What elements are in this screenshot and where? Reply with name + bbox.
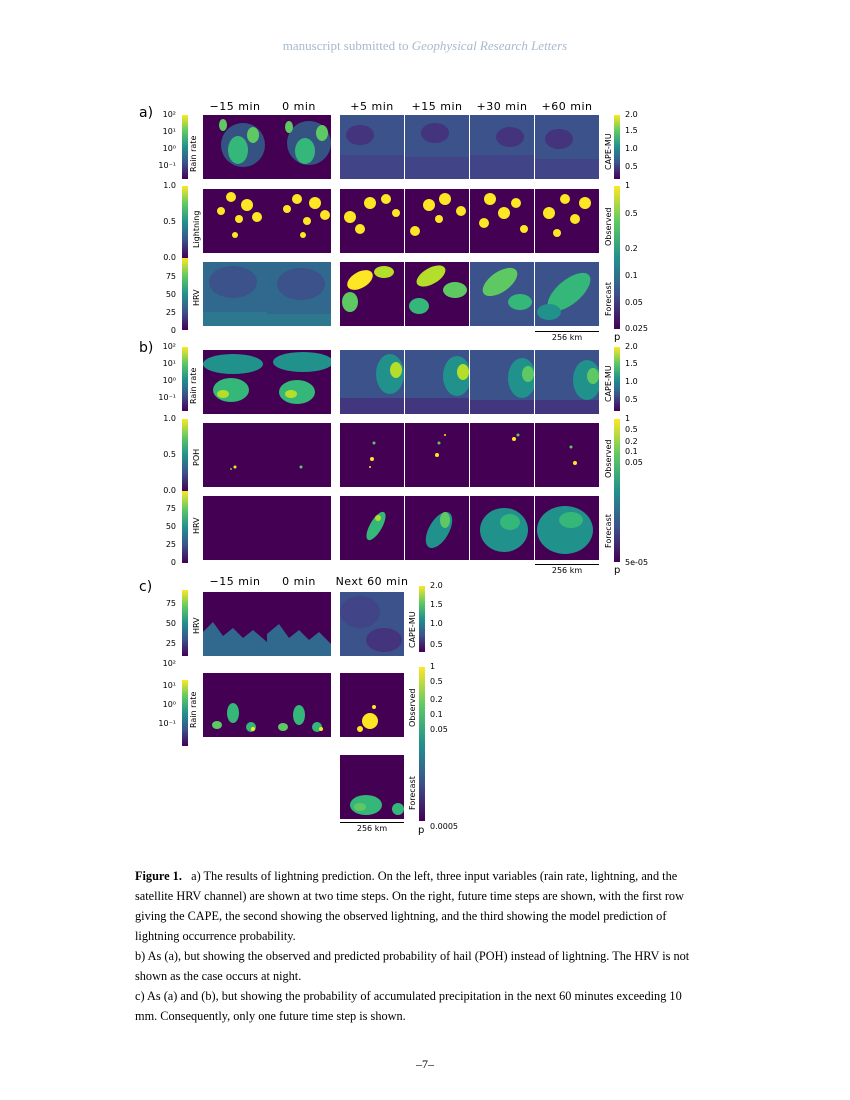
map-a-forecast-f2	[405, 262, 469, 326]
map-b-rain-in2	[267, 350, 331, 414]
map-a-lightning-in2	[267, 189, 331, 253]
colorbar-prob-c	[419, 667, 425, 821]
caption-para-3: c) As (a) and (b), but showing the probability of accumulated precipitation in the next 60 minutes exceeding 10 mm. Consequently, only one future time step is shown.	[135, 989, 682, 1023]
map-b-hrv-in2	[267, 496, 331, 560]
tick-prob-b-4: 0.05	[625, 458, 643, 467]
colorbar-rain-a	[182, 115, 188, 179]
tick-cape-b-3: 0.5	[625, 395, 638, 404]
tick-prob-a-4: 0.05	[625, 298, 643, 307]
tick-prob-c-2: 0.2	[430, 695, 443, 704]
map-a-cape-f3	[470, 115, 534, 179]
time-label-a-in2: 0 min	[282, 100, 316, 113]
right-label-forecast-b: Forecast	[604, 514, 613, 548]
caption-text-1: a) The results of lightning prediction. On the left, three input variables (rain rate, lightning, and the satellite HRV channel) are shown at two time steps. On the right, future time steps are shown, with the first row giving the CAPE, the second showing the observed lightning, and the third showing the model prediction of lightning occurrence probability.	[135, 869, 684, 943]
map-b-forecast-f4	[535, 496, 599, 560]
tick-cape-a-2: 1.0	[625, 144, 638, 153]
map-b-observed-f4	[535, 423, 599, 487]
map-b-rain-in1	[203, 350, 267, 414]
map-c-observed-f1	[340, 673, 404, 737]
tick-lightning-a-0: 1.0	[163, 181, 176, 190]
scale-bar-b	[535, 564, 599, 565]
colorbar-cape-c	[419, 586, 425, 652]
row-label-rain-b: Rain rate	[189, 367, 198, 404]
tick-rain-c-2: 10⁰	[162, 700, 176, 709]
tick-hrv-c-0: 75	[165, 599, 176, 608]
tick-hrv-c-2: 25	[165, 639, 176, 648]
map-a-hrv-in2	[267, 262, 331, 326]
row-label-hrv-b: HRV	[192, 517, 201, 534]
page-number: –7–	[416, 1057, 434, 1071]
map-a-cape-f2	[405, 115, 469, 179]
right-label-forecast-a: Forecast	[604, 282, 613, 316]
map-c-rain-in1	[203, 673, 267, 737]
map-a-lightning-in1	[203, 189, 267, 253]
tick-hrv-a-0: 75	[165, 272, 176, 281]
map-b-observed-f1	[340, 423, 404, 487]
tick-cape-b-0: 2.0	[625, 342, 638, 351]
panel-label-b: b)	[139, 340, 154, 356]
time-label-a-f4: +60 min	[541, 100, 593, 113]
running-header	[0, 38, 850, 54]
map-c-hrv-in2	[267, 592, 331, 656]
map-b-observed-f2	[405, 423, 469, 487]
tick-rain-c-3: 10⁻¹	[158, 719, 176, 728]
prob-label-b: p	[614, 565, 621, 576]
map-b-poh-in1	[203, 423, 267, 487]
tick-prob-b-5: 5e-05	[625, 558, 649, 567]
scale-label-a: 256 km	[551, 333, 583, 342]
map-a-hrv-in1	[203, 262, 267, 326]
map-b-hrv-in1	[203, 496, 267, 560]
map-b-cape-f3	[470, 350, 534, 414]
time-label-c-in2: 0 min	[282, 575, 316, 588]
panel-label-c: c)	[139, 579, 153, 595]
scale-label-b: 256 km	[551, 566, 583, 575]
tick-prob-b-1: 0.5	[625, 425, 638, 434]
tick-rain-a-3: 10⁻¹	[158, 161, 176, 170]
map-b-cape-f4	[535, 350, 599, 414]
map-b-cape-f1	[340, 350, 404, 414]
prob-label-c: p	[418, 825, 425, 836]
panel-label-a: a)	[139, 105, 154, 121]
tick-hrv-c-1: 50	[165, 619, 176, 628]
tick-poh-b-2: 0.0	[163, 486, 176, 495]
time-label-c-f1: Next 60 min	[335, 575, 409, 588]
time-label-a-f2: +15 min	[411, 100, 463, 113]
colorbar-hrv-c	[182, 590, 188, 656]
tick-hrv-b-0: 75	[165, 504, 176, 513]
tick-cape-a-3: 0.5	[625, 162, 638, 171]
tick-cape-a-0: 2.0	[625, 110, 638, 119]
right-label-forecast-c: Forecast	[408, 776, 417, 810]
map-c-cape-f1	[340, 592, 404, 656]
map-a-rain-in1	[203, 115, 267, 179]
tick-poh-b-1: 0.5	[163, 450, 176, 459]
time-label-a-in1: −15 min	[209, 100, 261, 113]
tick-rain-b-3: 10⁻¹	[158, 393, 176, 402]
tick-lightning-a-2: 0.0	[163, 253, 176, 262]
colorbar-hrv-b	[182, 491, 188, 563]
journal-name: Geophysical Research Letters	[411, 38, 568, 53]
tick-rain-a-2: 10⁰	[162, 144, 176, 153]
tick-cape-c-1: 1.5	[430, 600, 443, 609]
scale-bar-c	[340, 822, 404, 823]
time-label-a-f3: +30 min	[476, 100, 528, 113]
colorbar-rain-b	[182, 347, 188, 411]
header-prefix: manuscript submitted to	[282, 38, 409, 53]
colorbar-prob-a	[614, 186, 620, 329]
tick-poh-b-0: 1.0	[163, 414, 176, 423]
map-b-forecast-f1	[340, 496, 404, 560]
time-label-c-in1: −15 min	[209, 575, 261, 588]
tick-rain-c-1: 10¹	[162, 681, 176, 690]
colorbar-prob-b	[614, 419, 620, 562]
right-label-observed-b: Observed	[604, 439, 613, 478]
prob-label-a: p	[614, 332, 621, 343]
tick-cape-c-2: 1.0	[430, 619, 443, 628]
map-b-forecast-f2	[405, 496, 469, 560]
right-label-observed-c: Observed	[408, 688, 417, 727]
scale-bar-a	[535, 331, 599, 332]
right-label-observed-a: Observed	[604, 207, 613, 246]
colorbar-rain-c	[182, 680, 188, 746]
map-a-forecast-f4	[535, 262, 599, 326]
tick-hrv-b-2: 25	[165, 540, 176, 549]
row-label-rain-a: Rain rate	[189, 135, 198, 172]
map-a-observed-f1	[340, 189, 404, 253]
map-b-poh-in2	[267, 423, 331, 487]
tick-hrv-a-1: 50	[165, 290, 176, 299]
row-label-hrv-c: HRV	[192, 617, 201, 634]
tick-cape-b-1: 1.5	[625, 359, 638, 368]
colorbar-hrv-a	[182, 258, 188, 330]
colorbar-lightning-a	[182, 186, 188, 258]
map-b-cape-f2	[405, 350, 469, 414]
map-a-observed-f3	[470, 189, 534, 253]
right-label-cape-a: CAPE-MU	[604, 133, 613, 170]
tick-prob-a-3: 0.1	[625, 271, 638, 280]
right-label-cape-c: CAPE-MU	[408, 611, 417, 648]
map-b-observed-f3	[470, 423, 534, 487]
tick-rain-a-0: 10²	[162, 110, 176, 119]
colorbar-poh-b	[182, 419, 188, 491]
tick-rain-a-1: 10¹	[162, 127, 176, 136]
tick-hrv-b-3: 0	[170, 558, 176, 567]
tick-prob-c-1: 0.5	[430, 677, 443, 686]
tick-rain-b-0: 10²	[162, 342, 176, 351]
row-label-poh-b: POH	[192, 448, 201, 466]
tick-cape-c-3: 0.5	[430, 640, 443, 649]
map-a-cape-f4	[535, 115, 599, 179]
map-a-cape-f1	[340, 115, 404, 179]
scale-label-c: 256 km	[356, 824, 388, 833]
tick-hrv-a-2: 25	[165, 308, 176, 317]
caption-para-1	[135, 866, 690, 946]
caption-label: Figure 1.	[135, 869, 182, 883]
row-label-hrv-a: HRV	[192, 289, 201, 306]
map-c-hrv-in1	[203, 592, 267, 656]
map-a-observed-f4	[535, 189, 599, 253]
colorbar-cape-b	[614, 347, 620, 411]
tick-lightning-a-1: 0.5	[163, 217, 176, 226]
row-label-lightning-a: Lightning	[192, 210, 201, 248]
colorbar-cape-a	[614, 115, 620, 179]
map-c-forecast-f1	[340, 755, 404, 819]
tick-prob-c-5: 0.0005	[430, 822, 458, 831]
tick-prob-b-2: 0.2	[625, 437, 638, 446]
time-label-a-f1: +5 min	[350, 100, 394, 113]
tick-rain-c-0: 10²	[162, 659, 176, 668]
right-label-cape-b: CAPE-MU	[604, 365, 613, 402]
tick-cape-a-1: 1.5	[625, 126, 638, 135]
tick-rain-b-2: 10⁰	[162, 376, 176, 385]
tick-prob-c-0: 1	[430, 662, 436, 671]
tick-prob-b-0: 1	[625, 414, 631, 423]
tick-cape-b-2: 1.0	[625, 377, 638, 386]
tick-prob-b-3: 0.1	[625, 447, 638, 456]
tick-prob-a-5: 0.025	[625, 324, 648, 333]
tick-hrv-a-3: 0	[170, 326, 176, 335]
map-a-forecast-f3	[470, 262, 534, 326]
map-a-forecast-f1	[340, 262, 404, 326]
map-a-rain-in2	[267, 115, 331, 179]
tick-prob-c-3: 0.1	[430, 710, 443, 719]
map-c-rain-in2	[267, 673, 331, 737]
map-a-observed-f2	[405, 189, 469, 253]
tick-prob-a-1: 0.5	[625, 209, 638, 218]
tick-prob-a-0: 1	[625, 181, 631, 190]
tick-hrv-b-1: 50	[165, 522, 176, 531]
row-label-rain-c: Rain rate	[189, 691, 198, 728]
tick-rain-b-1: 10¹	[162, 359, 176, 368]
map-b-forecast-f3	[470, 496, 534, 560]
caption-para-2: b) As (a), but showing the observed and predicted probability of hail (POH) instead of lightning. The HRV is not shown as the case occurs at night.	[135, 949, 690, 983]
tick-prob-c-4: 0.05	[430, 725, 448, 734]
tick-prob-a-2: 0.2	[625, 244, 638, 253]
tick-cape-c-0: 2.0	[430, 581, 443, 590]
figure-caption	[135, 866, 690, 1026]
